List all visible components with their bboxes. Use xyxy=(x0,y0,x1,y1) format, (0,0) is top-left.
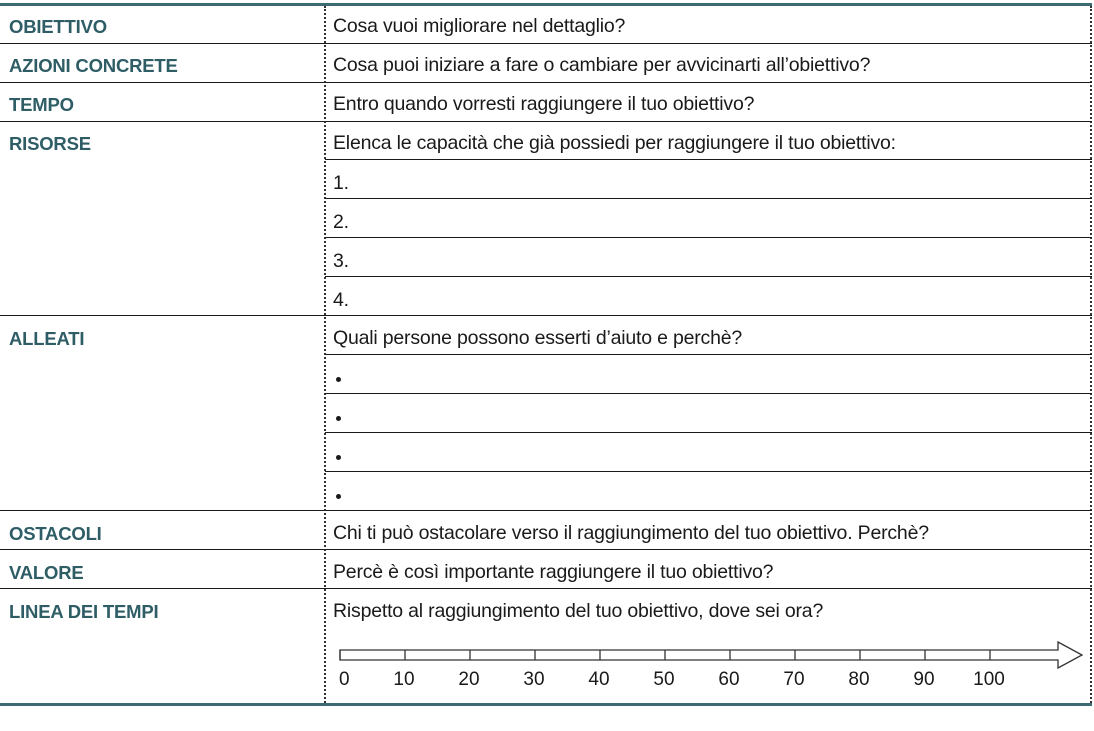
label-alleati: ALLEATI xyxy=(9,328,85,349)
timeline-tick-label: 0 xyxy=(339,669,350,690)
text-azioni-concrete: Cosa puoi iniziare a fare o cambiare per avvicinarti all’obiettivo? xyxy=(333,54,871,76)
label-ostacoli: OSTACOLI xyxy=(9,523,102,544)
timeline-tick-label: 10 xyxy=(393,669,415,690)
text-valore: Percè è così importante raggiungere il tuo obiettivo? xyxy=(333,561,774,583)
risorse-item-4: 4. xyxy=(333,289,349,311)
label-azioni-concrete: AZIONI CONCRETE xyxy=(9,55,178,76)
text-tempo: Entro quando vorresti raggiungere il tuo obiettivo? xyxy=(333,93,755,115)
row-divider xyxy=(0,315,1092,316)
item-divider xyxy=(325,276,1092,277)
label-valore: VALORE xyxy=(9,562,84,583)
bullet-point xyxy=(336,494,341,499)
timeline-tick-label: 60 xyxy=(718,669,740,690)
text-risorse: Elenca le capacità che già possiedi per raggiungere il tuo obiettivo: xyxy=(333,132,896,154)
row-divider xyxy=(0,549,1092,550)
item-divider xyxy=(325,159,1092,160)
timeline-tick-label: 100 xyxy=(973,669,1005,690)
timeline-tick-label: 90 xyxy=(913,669,935,690)
text-linea-dei-tempi: Rispetto al raggiungimento del tuo obiettivo, dove sei ora? xyxy=(333,600,824,622)
row-divider xyxy=(0,82,1092,83)
item-divider xyxy=(325,198,1092,199)
row-divider xyxy=(0,588,1092,589)
risorse-item-2: 2. xyxy=(333,211,349,233)
item-divider xyxy=(325,354,1092,355)
label-risorse: RISORSE xyxy=(9,133,91,154)
row-divider xyxy=(0,510,1092,511)
item-divider xyxy=(325,237,1092,238)
item-divider xyxy=(325,471,1092,472)
text-ostacoli: Chi ti può ostacolare verso il raggiungimento del tuo obiettivo. Perchè? xyxy=(333,522,929,544)
timeline-tick-label: 50 xyxy=(653,669,675,690)
timeline-arrow xyxy=(330,636,1090,696)
bullet-point xyxy=(336,455,341,460)
timeline-tick-label: 70 xyxy=(783,669,805,690)
top-rule xyxy=(0,3,1092,6)
bullet-point xyxy=(336,377,341,382)
risorse-item-1: 1. xyxy=(333,172,349,194)
label-linea-dei-tempi: LINEA DEI TEMPI xyxy=(9,601,159,622)
bullet-point xyxy=(336,416,341,421)
item-divider xyxy=(325,393,1092,394)
timeline-tick-label: 30 xyxy=(523,669,545,690)
item-divider xyxy=(325,432,1092,433)
label-obiettivo: OBIETTIVO xyxy=(9,16,107,37)
row-divider xyxy=(0,43,1092,44)
label-tempo: TEMPO xyxy=(9,94,74,115)
row-divider xyxy=(0,121,1092,122)
timeline-tick-label: 40 xyxy=(588,669,610,690)
timeline-tick-label: 20 xyxy=(458,669,480,690)
bottom-rule xyxy=(0,703,1092,706)
text-alleati: Quali persone possono esserti d’aiuto e perchè? xyxy=(333,327,743,349)
risorse-item-3: 3. xyxy=(333,250,349,272)
timeline-tick-label: 80 xyxy=(848,669,870,690)
arrow-shape xyxy=(340,642,1082,668)
text-obiettivo: Cosa vuoi migliorare nel dettaglio? xyxy=(333,15,626,37)
